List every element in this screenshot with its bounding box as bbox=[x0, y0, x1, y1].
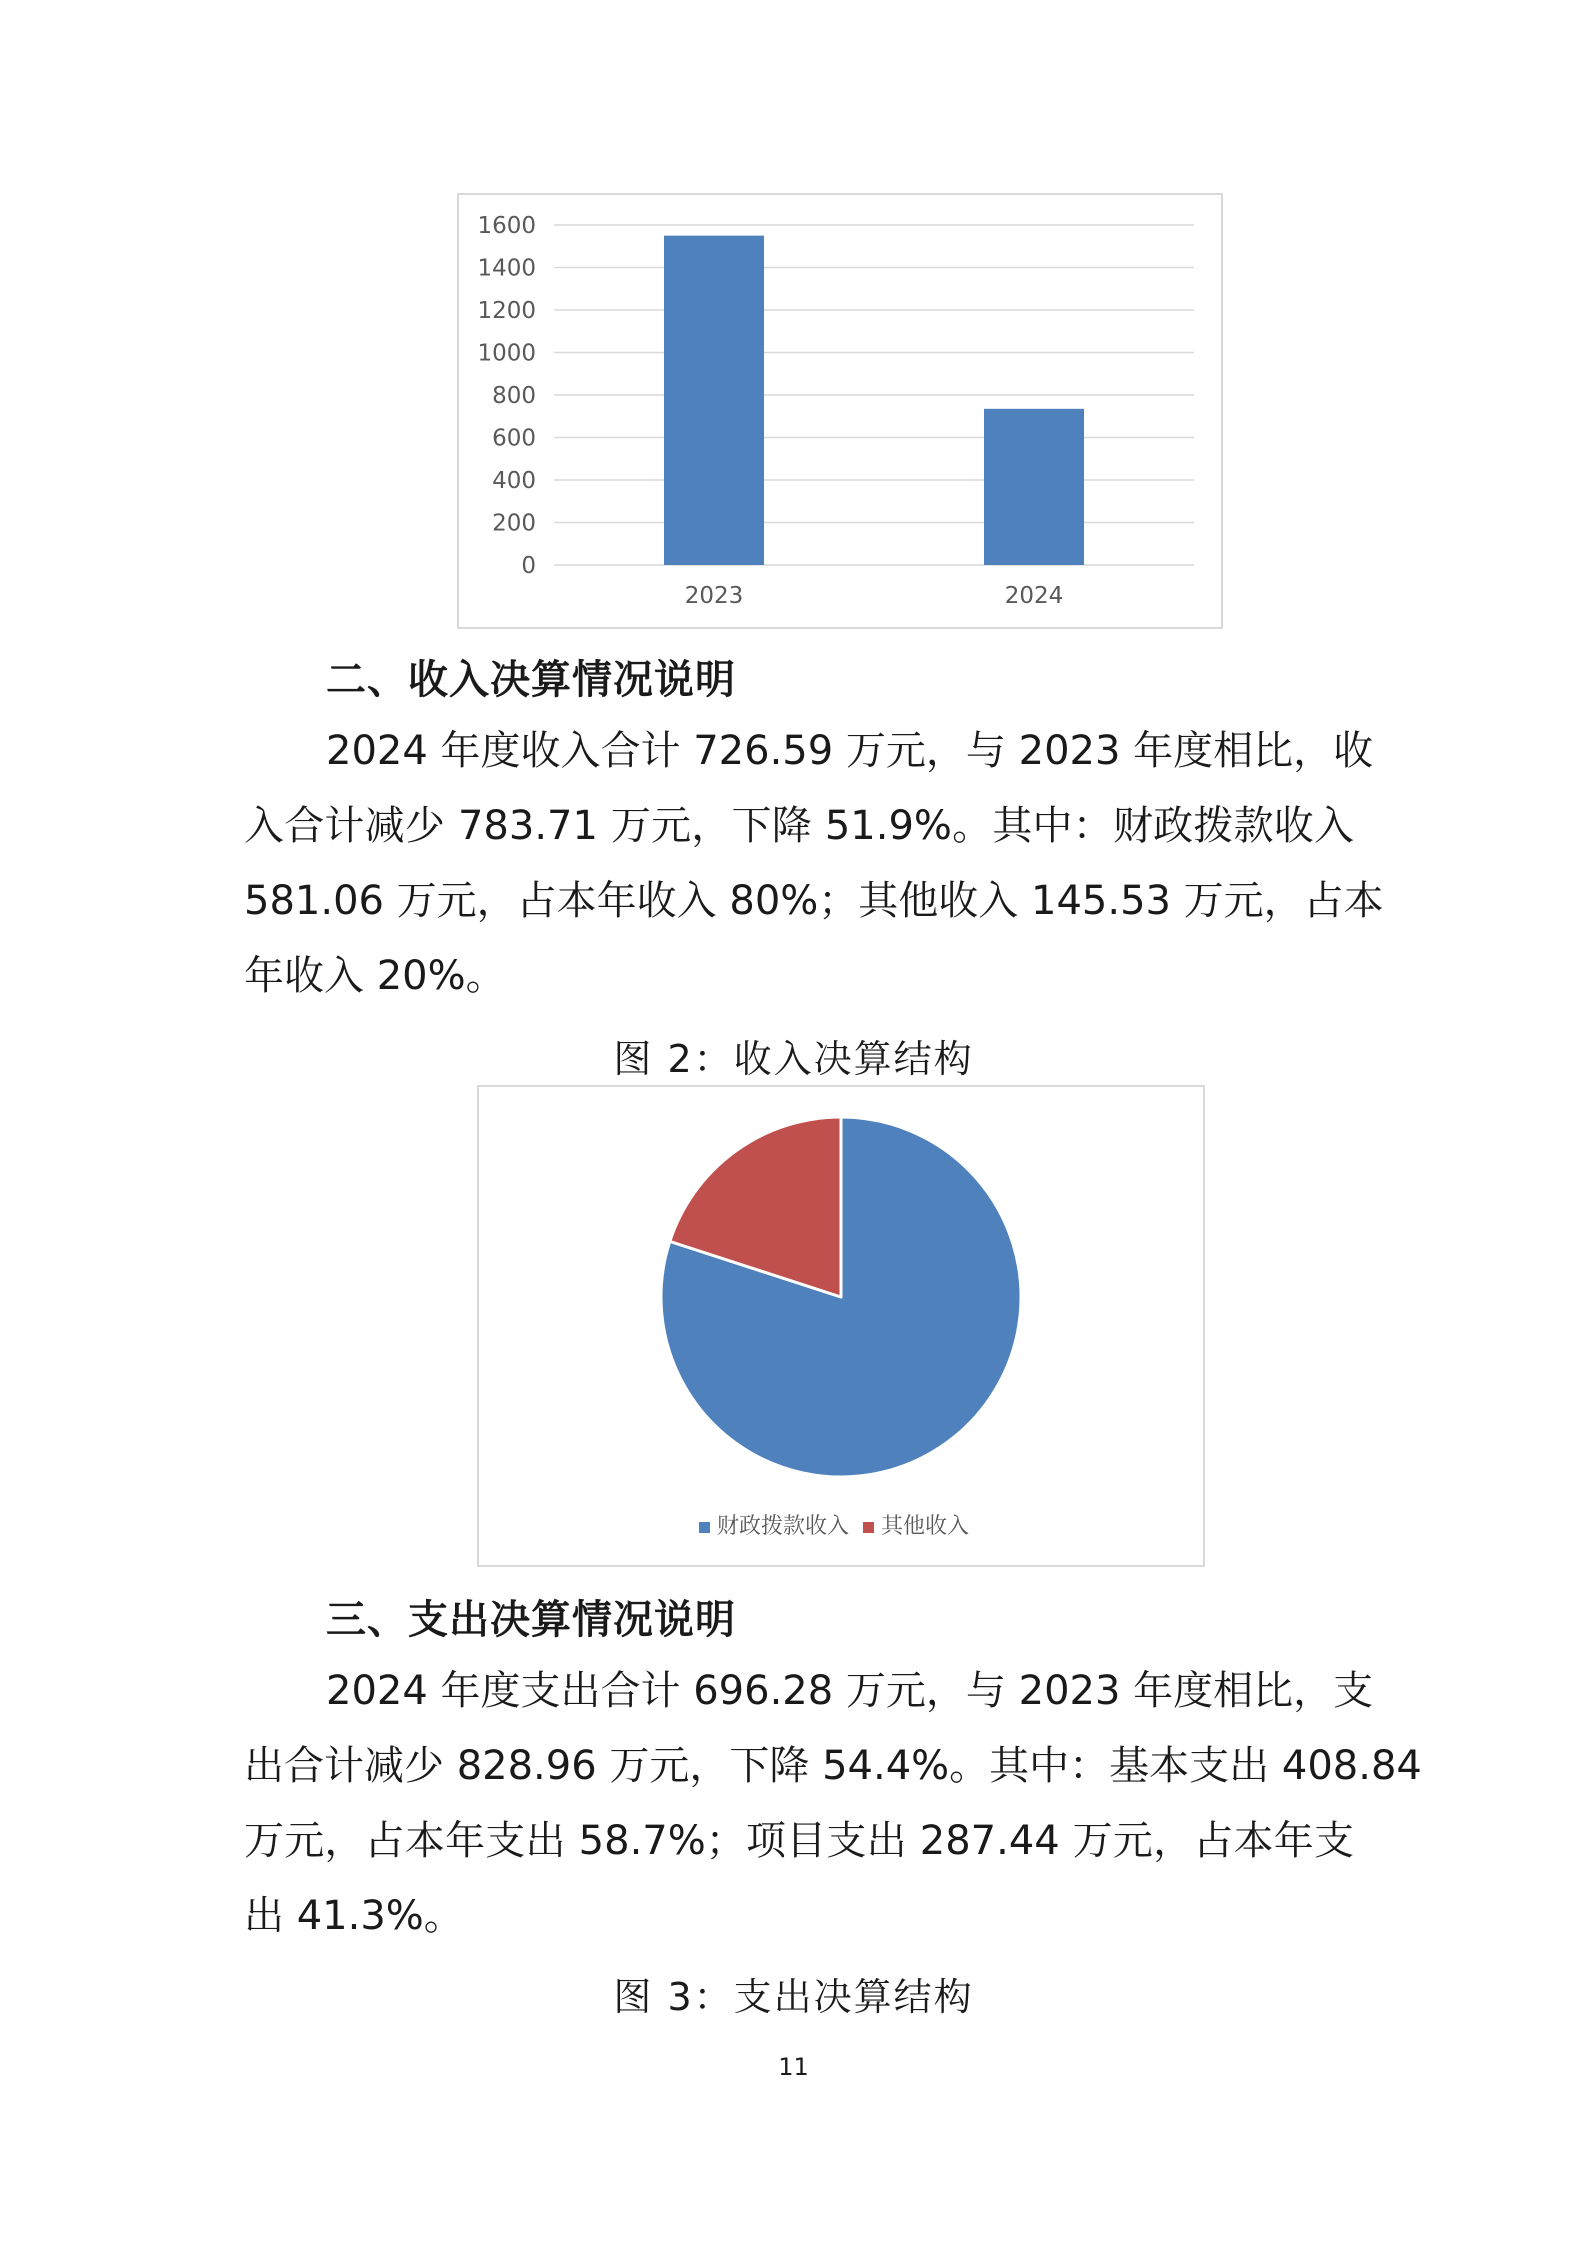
section3-line-4: 出 41.3%。 bbox=[244, 1893, 464, 1939]
y-tick-label: 1000 bbox=[477, 340, 536, 367]
figure3-caption: 图 3：支出决算结构 bbox=[613, 1975, 974, 2019]
page-number: 11 bbox=[778, 2053, 809, 2081]
y-tick-label: 0 bbox=[521, 553, 536, 579]
pie-chart-frame bbox=[477, 1085, 1205, 1567]
x-tick-label: 2024 bbox=[1004, 583, 1064, 609]
bar-chart-frame bbox=[457, 193, 1223, 629]
bar-2024 bbox=[984, 409, 1084, 565]
section2-line-2: 入合计减少 783.71 万元，下降 51.9%。其中：财政拨款收入 bbox=[244, 803, 1354, 849]
y-tick-label: 1400 bbox=[477, 255, 536, 282]
section2-line-4: 年收入 20%。 bbox=[244, 953, 506, 999]
figure2-caption: 图 2：收入决算结构 bbox=[613, 1037, 974, 1081]
section3-line-2: 出合计减少 828.96 万元，下降 54.4%。其中：基本支出 408.84 bbox=[244, 1743, 1422, 1789]
bar-2023 bbox=[664, 236, 764, 565]
y-tick-label: 400 bbox=[492, 468, 536, 494]
legend-label: 财政拨款收入 bbox=[717, 1514, 850, 1539]
y-tick-label: 1200 bbox=[477, 298, 536, 324]
section2-line-3: 581.06 万元，占本年收入 80%；其他收入 145.53 万元，占本 bbox=[244, 878, 1384, 924]
y-tick-label: 800 bbox=[492, 383, 536, 409]
legend-swatch bbox=[863, 1522, 874, 1533]
legend-swatch bbox=[699, 1522, 710, 1533]
section3-line-3: 万元，占本年支出 58.7%；项目支出 287.44 万元，占本年支 bbox=[244, 1818, 1354, 1864]
legend-label: 其他收入 bbox=[881, 1514, 970, 1539]
pie-chart bbox=[479, 1087, 1203, 1565]
y-tick-label: 600 bbox=[492, 425, 536, 452]
bar-chart bbox=[459, 195, 1221, 627]
section3-line-1: 2024 年度支出合计 696.28 万元，与 2023 年度相比，支 bbox=[326, 1668, 1374, 1714]
section3-paragraph bbox=[244, 1654, 1422, 1954]
y-tick-label: 200 bbox=[492, 510, 536, 537]
y-tick-label: 1600 bbox=[477, 213, 536, 239]
section2-paragraph bbox=[244, 714, 1384, 1014]
section2-line-1: 2024 年度收入合计 726.59 万元，与 2023 年度相比，收 bbox=[326, 728, 1374, 774]
section2-heading: 二、收入决算情况说明 bbox=[326, 657, 736, 703]
section3-heading: 三、支出决算情况说明 bbox=[326, 1597, 736, 1643]
x-tick-label: 2023 bbox=[684, 583, 744, 609]
